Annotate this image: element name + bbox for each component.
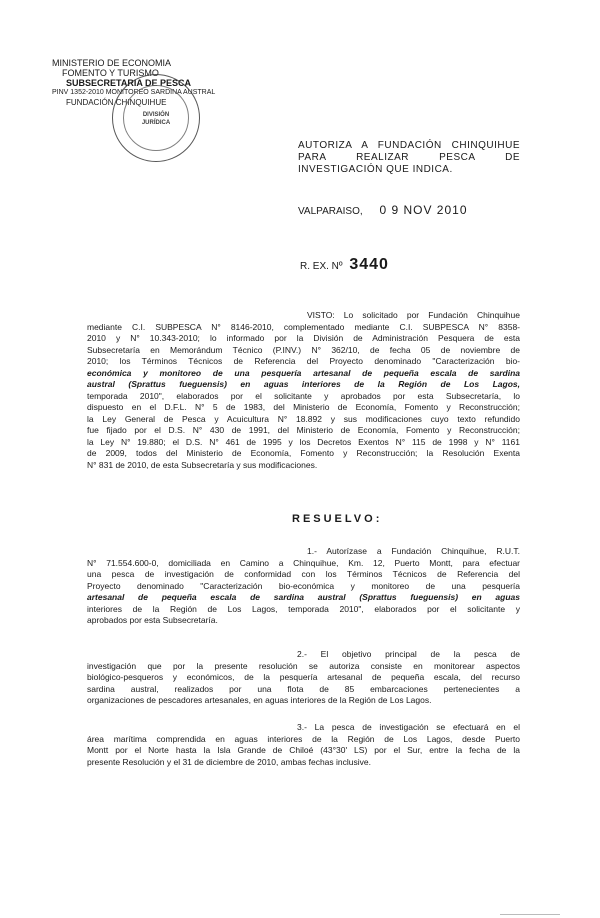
visto-line: austral (Sprattus fueguensis) en aguas interiores de la Región de Los Lagos, [87,379,520,389]
article-3-line: 3.- La pesca de investigación se efectuará en el [297,722,520,732]
article-1-line: una pesca de investigación de conformidad con los Términos Técnicos de Referencia del [87,569,520,579]
date-stamp: 0 9 NOV 2010 [379,203,468,217]
article-2-line: investigación que por la presente resolución se autoriza consiste en monitorear aspectos [87,660,520,671]
article-3 [87,722,520,768]
seal-line-2: JURÍDICA [141,120,171,126]
visto-line: la Ley N° 19.880; el D.S. N° 461 de 1995 y los Decretos Exentos N° 115 de 1998 y N° 1161 [87,436,520,447]
seal-line-1: DIVISIÓN [142,112,170,118]
visto-line: mediante C.I. SUBPESCA N° 8146-2010, complementado mediante C.I. SUBPESCA N° 8358- [87,321,520,332]
visto-line: fue fijado por el D.S. N° 430 de 1991, del Ministerio de Economía, Fomento y Reconstrucción; [87,425,520,435]
ministry-line-3: SUBSECRETARIA DE PESCA [66,78,192,88]
visto-line: 2010; los Términos Técnicos de Referencia del Proyecto denominado "Caracterización bio- [87,356,520,366]
footer-rule [500,914,560,915]
visto-line: Subsecretaría en Memorándum Técnico (P.INV.) N° 362/10, de fecha 05 de noviembre de [87,344,520,355]
place-date [298,203,468,217]
visto-line: 2010 y N° 10.343-2010; lo informado por la División de Administración Pesquera de esta [87,333,520,343]
article-1-line: N° 71.554.600-0, domiciliada en Camino a Chinquihue, Km. 12, Puerto Montt, para efectuar [87,557,520,568]
article-1-line: interiores de la Región de Los Lagos, temporada 2010", elaborados por el solicitante y [87,603,520,614]
subject-line-1: AUTORIZA A FUNDACIÓN CHINQUIHUE [298,140,520,151]
ministry-line-5: FUNDACIÓN CHINQUIHUE [66,98,167,107]
seal-text [113,111,199,127]
resuelvo-heading: RESUELVO: [292,513,383,525]
article-2-line: organizaciones de pescadores artesanales, en aguas interiores de la Región de Los Lagos. [87,695,432,705]
resolution-number [300,256,389,274]
visto-line: la Ley General de Pesca y Acuicultura N° 18.892 y sus modificaciones cuyo texto refundido [87,413,520,424]
visto-paragraph [87,310,520,471]
article-1-line: aprobados por esta Subsecretaría. [87,615,218,625]
ministry-line-2: FOMENTO Y TURISMO [62,68,159,78]
article-3-line: presente Resolución y el 31 de diciembre de 2010, ambas fechas inclusive. [87,756,371,767]
article-1-line: 1.- Autorízase a Fundación Chinquihue, R.U.T. [307,546,520,556]
ministry-line-1: MINISTERIO DE ECONOMIA [52,58,172,68]
visto-line: N° 831 de 2010, de esta Subsecretaría y sus modificaciones. [87,459,318,470]
article-1 [87,546,520,627]
article-2-line: biológico-pesqueros y económicos, de la pesquería artesanal de pequeña escala, del recurso [87,672,520,682]
visto-line: de 2009, todos del Ministerio de Economía, Fomento y Reconstrucción; la Resolución Exenta [87,448,520,458]
resolution-number-value: 3440 [349,256,389,273]
subject-line-2: PARA REALIZAR PESCA DE [298,152,520,163]
resolution-prefix: R. EX. Nº [300,261,343,272]
article-1-line: Proyecto denominado "Caracterización bio-económica y monitoreo de una pesquería [87,580,520,591]
article-1-line: artesanal de pequeña escala de sardina austral (Sprattus fueguensis) en aguas [87,592,520,602]
article-3-line: área marítima comprendida en aguas interiores de la Región de Los Lagos, desde Puerto [87,733,520,744]
visto-line: VISTO: Lo solicitado por Fundación Chinquihue [307,310,520,320]
visto-line: temporada 2010", elaborados por el solicitante y aprobados por esta Subsecretaría, lo [87,390,520,401]
article-3-line: Montt por el Norte hasta la Isla Grande de Chiloé (43°30' LS) por el Sur, entre la fecha de la [87,745,520,755]
visto-line: dispuesto en el D.F.L. N° 5 de 1983, del Ministerio de Economía, Fomento y Reconstrucción; [87,402,520,412]
article-2-line: 2.- El objetivo principal de la pesca de [297,649,520,659]
visto-line: económica y monitoreo de una pesquería artesanal de pequeña escala de sardina [87,367,520,378]
juridica-seal [112,74,200,162]
place: VALPARAISO, [298,206,363,217]
subject-line-3: INVESTIGACIÓN QUE INDICA. [298,164,453,175]
resolution-subject [298,140,520,176]
article-2 [87,649,520,707]
article-2-line: sardina austral, realizados por una flota de 85 embarcaciones pertenecientes a [87,683,520,694]
ministry-line-4: PINV 1352-2010 MONITOREO SARDINA AUSTRAL [52,89,216,96]
